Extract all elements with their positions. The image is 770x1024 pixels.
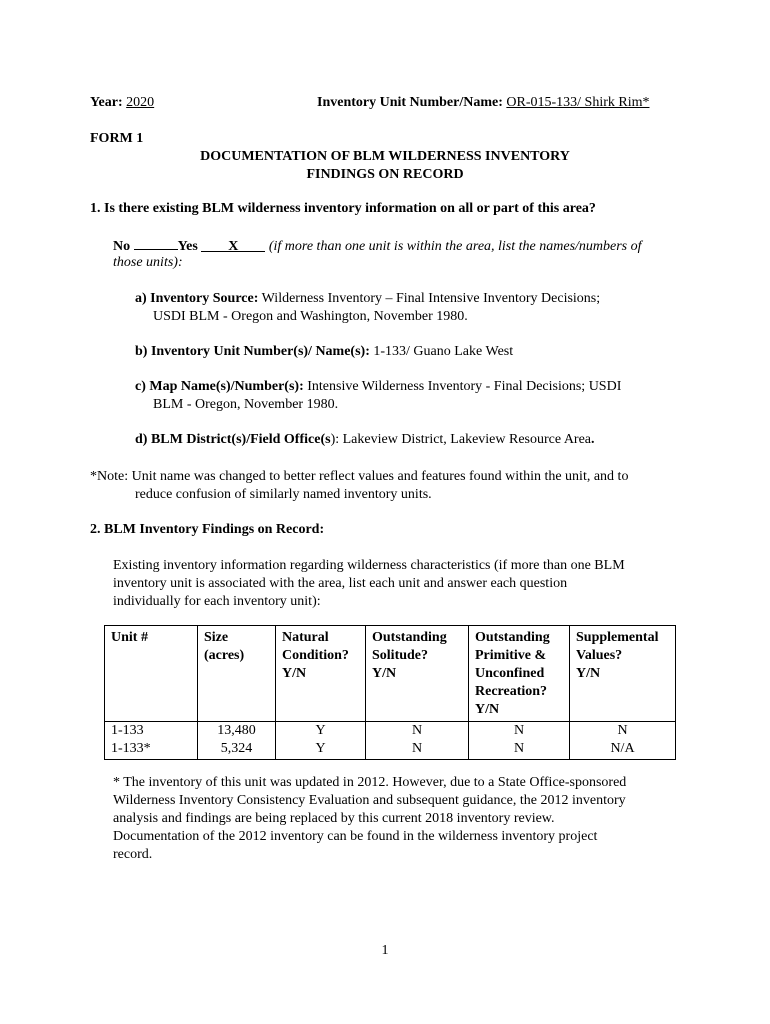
- header-supplemental-values: Supplemental Values? Y/N: [570, 626, 676, 722]
- item-d-value: Lakeview District, Lakeview Resource Area: [342, 432, 592, 447]
- item-d: [135, 431, 595, 449]
- cell-primitive: N: [469, 722, 570, 741]
- item-b: [135, 343, 513, 361]
- no-label: No: [113, 239, 131, 254]
- cell-solitude: N: [366, 722, 469, 741]
- cell-size: 13,480: [198, 722, 276, 741]
- year-value: 2020: [126, 95, 155, 110]
- page-number: 1: [381, 943, 389, 958]
- item-d-paren: ):: [330, 432, 340, 447]
- cell-unit: 1-133*: [105, 740, 198, 760]
- note-line2: reduce confusion of similarly named inventory units.: [135, 487, 432, 502]
- footnote-line4: Documentation of the 2012 inventory can be found in the wilderness inventory project: [113, 829, 598, 844]
- item-a: [135, 290, 600, 308]
- cell-natural: Y: [276, 722, 366, 741]
- findings-table: [104, 625, 676, 760]
- item-a-label: a) Inventory Source:: [135, 291, 259, 306]
- cell-size: 5,324: [198, 740, 276, 760]
- item-d-period: .: [591, 432, 595, 447]
- unit-field: [317, 94, 650, 112]
- yes-label: Yes: [177, 239, 198, 254]
- unit-value: OR-015-133/ Shirk Rim*: [506, 95, 650, 110]
- item-b-value: 1-133/ Guano Lake West: [373, 344, 514, 359]
- header-size: Size (acres): [198, 626, 276, 722]
- q2-intro-line3: individually for each inventory unit):: [113, 594, 321, 609]
- footnote-line3: analysis and findings are being replaced by this current 2018 inventory review.: [113, 811, 555, 826]
- cell-natural: Y: [276, 740, 366, 760]
- header-solitude: Outstanding Solitude? Y/N: [366, 626, 469, 722]
- item-a-value-line2: USDI BLM - Oregon and Washington, November 1980.: [153, 309, 468, 324]
- item-c-label: c) Map Name(s)/Number(s):: [135, 379, 304, 394]
- form-title-line1: DOCUMENTATION OF BLM WILDERNESS INVENTORY: [200, 149, 570, 164]
- q1-answer-line: [113, 236, 642, 256]
- year-field: [90, 94, 154, 112]
- item-a-value-line1: Wilderness Inventory – Final Intensive Inventory Decisions;: [261, 291, 601, 306]
- yes-blank: X: [201, 238, 265, 252]
- q1-note-line1: (if more than one unit is within the area, list the names/numbers of: [268, 239, 642, 254]
- footnote-line1: * The inventory of this unit was updated in 2012. However, due to a State Office-sponsored: [113, 775, 627, 790]
- question-2-heading: 2. BLM Inventory Findings on Record:: [90, 522, 325, 537]
- q2-intro-line1: Existing inventory information regarding wilderness characteristics (if more than one BLM: [113, 558, 625, 573]
- cell-supplemental: N/A: [570, 740, 676, 760]
- table-header-row: [105, 626, 676, 722]
- item-c-value-line2: BLM - Oregon, November 1980.: [153, 397, 339, 412]
- no-blank: [134, 236, 178, 250]
- q2-intro-line2: inventory unit is associated with the area, list each unit and answer each question: [113, 576, 568, 591]
- cell-primitive: N: [469, 740, 570, 760]
- header-primitive-recreation: Outstanding Primitive & Unconfined Recreation? Y/N: [469, 626, 570, 722]
- footnote-line5: record.: [113, 847, 153, 862]
- q1-note-line2: those units):: [113, 255, 183, 270]
- item-d-label: d) BLM District(s)/Field Office(s: [135, 432, 331, 447]
- table-row: [105, 722, 676, 741]
- item-c: [135, 378, 621, 396]
- note-line1: *Note: Unit name was changed to better reflect values and features found within the unit, and to: [90, 469, 629, 484]
- table-row: [105, 740, 676, 760]
- question-1: 1. Is there existing BLM wilderness inventory information on all or part of this area?: [90, 201, 596, 216]
- year-label: Year:: [90, 95, 123, 110]
- form-label: FORM 1: [90, 131, 144, 146]
- header-unit: Unit #: [105, 626, 198, 722]
- item-c-value-line1: Intensive Wilderness Inventory - Final Decisions; USDI: [307, 379, 622, 394]
- unit-label: Inventory Unit Number/Name:: [317, 95, 503, 110]
- cell-solitude: N: [366, 740, 469, 760]
- header-natural-condition: Natural Condition? Y/N: [276, 626, 366, 722]
- form-title-line2: FINDINGS ON RECORD: [306, 167, 464, 182]
- cell-unit: 1-133: [105, 722, 198, 741]
- cell-supplemental: N: [570, 722, 676, 741]
- footnote-line2: Wilderness Inventory Consistency Evaluation and subsequent guidance, the 2012 inventory: [113, 793, 626, 808]
- item-b-label: b) Inventory Unit Number(s)/ Name(s):: [135, 344, 370, 359]
